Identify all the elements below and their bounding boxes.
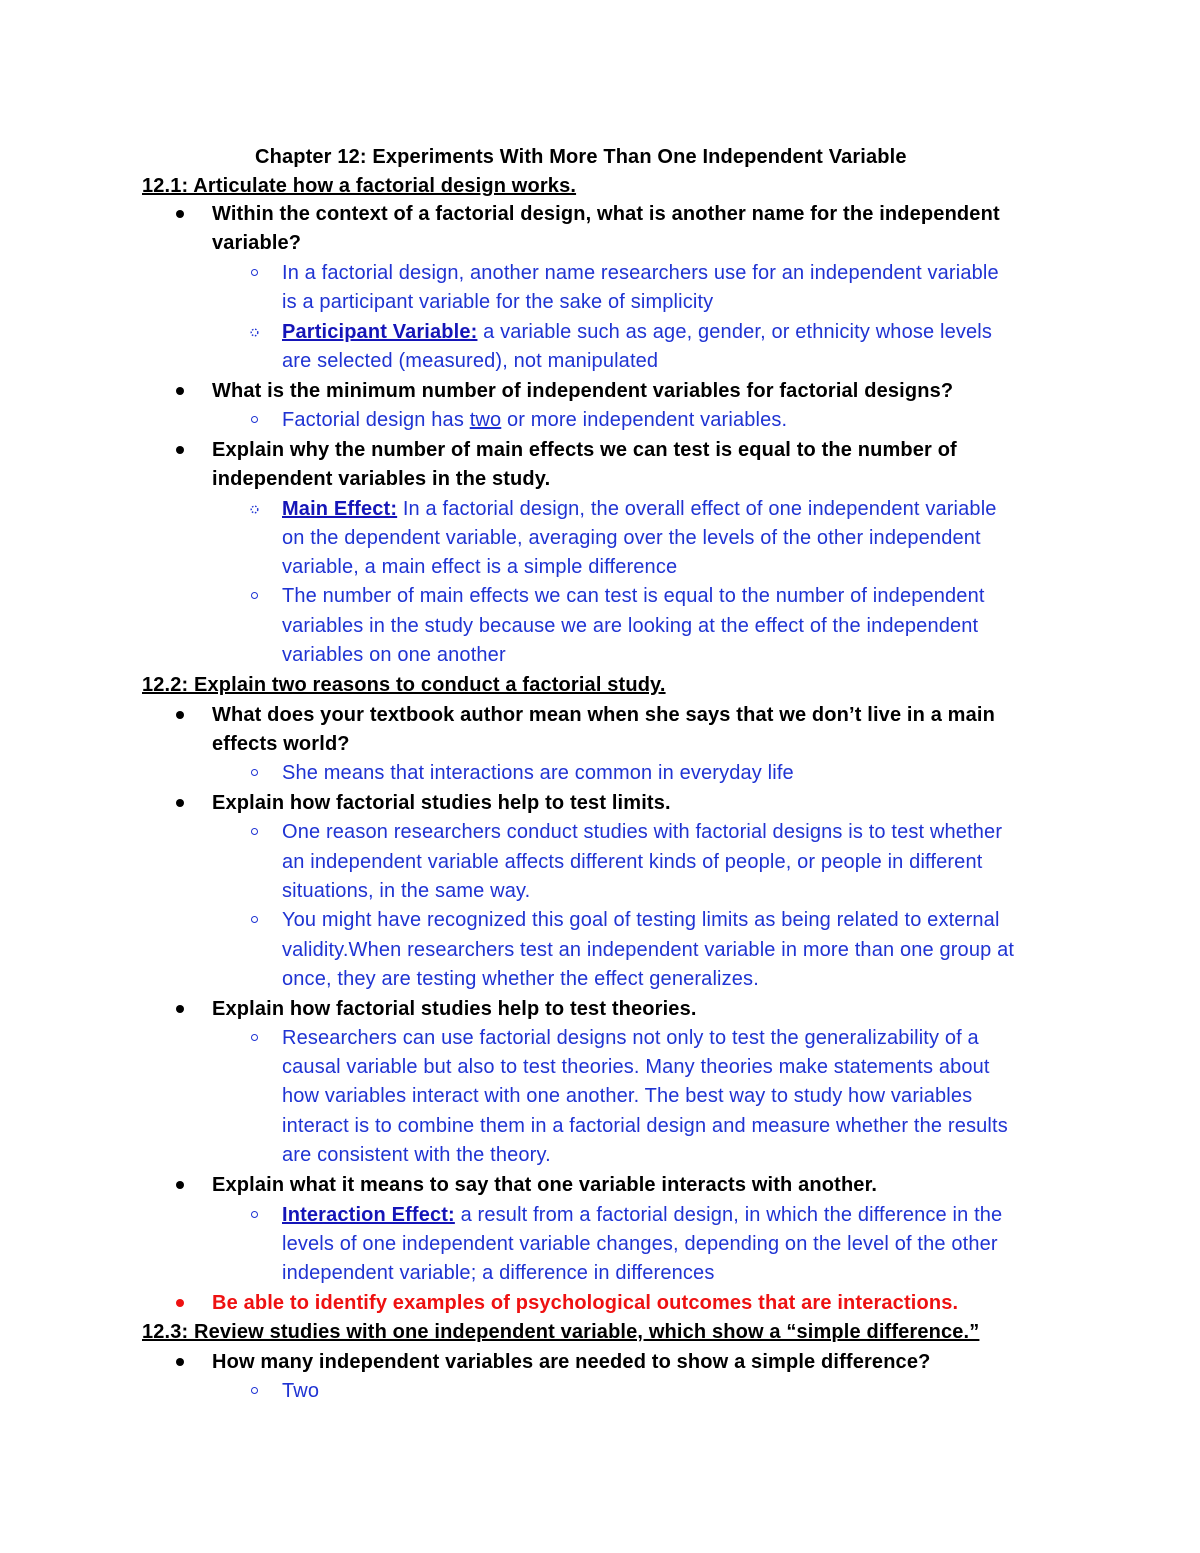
definition-text: In a factorial design, the overall effect of one independent variable xyxy=(397,498,997,520)
answer-text: variables on one another xyxy=(282,644,506,666)
question-text: How many independent variables are needed to show a simple difference? xyxy=(212,1351,931,1373)
section-heading-12-3: 12.3: Review studies with one independent variable, which show a “simple difference.” xyxy=(142,1321,980,1343)
answer-text: is a participant variable for the sake of simplicity xyxy=(282,291,714,313)
answer-text: One reason researchers conduct studies with factorial designs is to test whether xyxy=(282,821,1003,843)
term-participant-variable: Participant Variable: xyxy=(282,321,478,343)
answer-text: or more independent variables. xyxy=(501,409,788,431)
definition-text: a result from a factorial design, in which the difference in the xyxy=(454,1204,1003,1226)
definition-text: independent variable; a difference in differences xyxy=(282,1262,715,1284)
hollow-circle-bullet-icon xyxy=(251,1211,258,1218)
answer-text: Researchers can use factorial designs not only to test the generalizability of a xyxy=(282,1027,979,1049)
question-text: Explain what it means to say that one variable interacts with another. xyxy=(212,1174,878,1196)
bullet-icon xyxy=(176,1005,184,1013)
dotted-circle-bullet-icon xyxy=(250,505,259,514)
answer-line xyxy=(282,408,787,432)
answer-text: are consistent with the theory. xyxy=(282,1144,551,1166)
hollow-circle-bullet-icon xyxy=(251,1034,258,1041)
definition-line xyxy=(282,497,997,521)
answer-text: causal variable but also to test theories. Many theories make statements about xyxy=(282,1056,990,1078)
section-heading-12-2: 12.2: Explain two reasons to conduct a factorial study. xyxy=(142,674,666,696)
hollow-circle-bullet-icon xyxy=(251,416,258,423)
answer-text: validity.When researchers test an independent variable in more than one group at xyxy=(282,939,1015,961)
page-title: Chapter 12: Experiments With More Than One Independent Variable xyxy=(255,146,907,168)
definition-text: levels of one independent variable changes, depending on the level of the other xyxy=(282,1233,998,1255)
definition-line xyxy=(282,320,992,344)
question-text: Within the context of a factorial design, what is another name for the independent xyxy=(212,203,1000,225)
hollow-circle-bullet-icon xyxy=(251,828,258,835)
term-interaction-effect: Interaction Effect: xyxy=(282,1204,455,1226)
hollow-circle-bullet-icon xyxy=(251,592,258,599)
section-heading-12-1: 12.1: Articulate how a factorial design works. xyxy=(142,175,577,197)
hollow-circle-bullet-icon xyxy=(251,1387,258,1394)
question-text: Explain why the number of main effects we can test is equal to the number of xyxy=(212,439,957,461)
hollow-circle-bullet-icon xyxy=(251,269,258,276)
question-text: effects world? xyxy=(212,733,350,755)
alert-note: Be able to identify examples of psychological outcomes that are interactions. xyxy=(212,1292,959,1314)
answer-text: once, they are testing whether the effect generalizes. xyxy=(282,968,759,990)
answer-text: Factorial design has xyxy=(282,409,470,431)
hollow-circle-bullet-icon xyxy=(251,916,258,923)
definition-line xyxy=(282,1203,1002,1227)
answer-text: Two xyxy=(282,1380,320,1402)
definition-text: on the dependent variable, averaging over the levels of the other independent xyxy=(282,527,981,549)
term-main-effect: Main Effect: xyxy=(282,498,398,520)
dotted-circle-bullet-icon xyxy=(250,328,259,337)
hollow-circle-bullet-icon xyxy=(251,769,258,776)
question-text: What is the minimum number of independent variables for factorial designs? xyxy=(212,380,954,402)
underlined-word: two xyxy=(469,409,502,431)
answer-text: You might have recognized this goal of testing limits as being related to external xyxy=(282,909,1000,931)
bullet-icon xyxy=(176,1358,184,1366)
answer-text: situations, in the same way. xyxy=(282,880,531,902)
definition-text: are selected (measured), not manipulated xyxy=(282,350,659,372)
definition-text: a variable such as age, gender, or ethnicity whose levels xyxy=(477,321,993,343)
bullet-icon xyxy=(176,1181,184,1189)
question-text: independent variables in the study. xyxy=(212,468,551,490)
red-bullet-icon xyxy=(176,1299,184,1307)
bullet-icon xyxy=(176,711,184,719)
answer-text: interact is to combine them in a factorial design and measure whether the results xyxy=(282,1115,1008,1137)
answer-text: an independent variable affects different kinds of people, or people in different xyxy=(282,851,983,873)
bullet-icon xyxy=(176,210,184,218)
answer-text: She means that interactions are common in everyday life xyxy=(282,762,794,784)
answer-text: The number of main effects we can test is equal to the number of independent xyxy=(282,585,985,607)
question-text: Explain how factorial studies help to test theories. xyxy=(212,998,697,1020)
answer-text: how variables interact with one another. The best way to study how variables xyxy=(282,1085,973,1107)
bullet-icon xyxy=(176,387,184,395)
bullet-icon xyxy=(176,799,184,807)
question-text: Explain how factorial studies help to test limits. xyxy=(212,792,671,814)
answer-text: variables in the study because we are looking at the effect of the independent xyxy=(282,615,979,637)
answer-text: In a factorial design, another name researchers use for an independent variable xyxy=(282,262,999,284)
question-text: variable? xyxy=(212,232,302,254)
definition-text: variable, a main effect is a simple difference xyxy=(282,556,678,578)
question-text: What does your textbook author mean when she says that we don’t live in a main xyxy=(212,704,995,726)
bullet-icon xyxy=(176,446,184,454)
